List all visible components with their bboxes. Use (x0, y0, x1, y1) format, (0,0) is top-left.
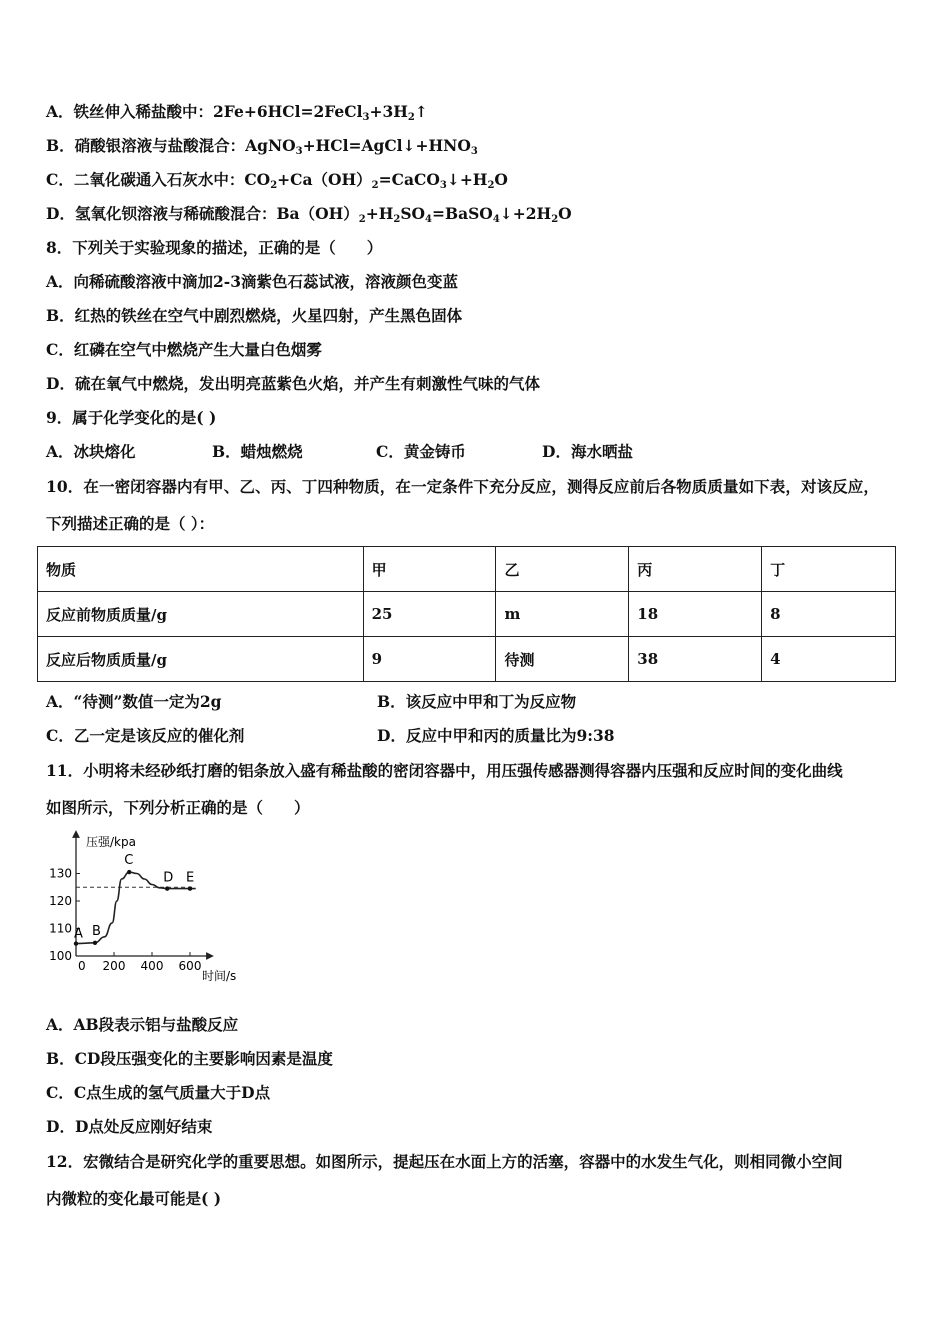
data-point-d (165, 886, 169, 890)
q12-stem-line1: 12．宏微结合是研究化学的重要思想。如图所示，提起压在水面上方的活塞，容器中的水发生气化，则相同微小空间 (46, 1152, 843, 1171)
q9-stem: 9．属于化学变化的是( ) (46, 408, 217, 427)
mass-table (37, 546, 896, 682)
data-point-b (93, 941, 97, 945)
q11-option-b: B．CD段压强变化的主要影响因素是温度 (46, 1049, 333, 1068)
q11-option-c: C．C点生成的氢气质量大于D点 (46, 1083, 271, 1102)
data-point-c (127, 870, 131, 874)
point-label-a: A (74, 926, 83, 942)
table-cell: 待测 (496, 637, 629, 682)
q7-option-a: A．铁丝伸入稀盐酸中：$2Fe+6HCl=2FeCl_3+3H_2↑$ (46, 102, 428, 123)
table-cell: 18 (629, 592, 762, 637)
q9-option-b: B．蜡烛燃烧 (212, 442, 303, 461)
q7-option-c: C．二氧化碳通入石灰水中：$CO_2+Ca(OH)_2=CaCO_3↓+H_2O$ (46, 170, 508, 191)
q11-stem-line1: 11．小明将未经砂纸打磨的铝条放入盛有稀盐酸的密闭容器中，用压强传感器测得容器内压强和反应时间的变化曲线 (46, 761, 843, 780)
x-tick-label: 0 (78, 959, 86, 973)
x-axis-label: 时间/s (202, 969, 237, 983)
x-tick-label: 400 (140, 959, 164, 973)
q11-stem-line2: 如图所示，下列分析正确的是（ ） (46, 798, 310, 817)
table-header-cell: 物质 (38, 547, 364, 592)
table-cell: 38 (629, 637, 762, 682)
q7-option-b: B．硝酸银溶液与盐酸混合：$AgNO_3+HCl=AgCl↓+HNO_3$ (46, 136, 478, 157)
point-label-c: C (124, 853, 134, 869)
q11-option-d: D．D点处反应刚好结束 (46, 1117, 213, 1136)
point-label-b: B (92, 923, 101, 939)
table-row (38, 592, 896, 637)
q10-option-a: A．“待测”数值一定为2g (46, 692, 222, 711)
table-header-row (38, 547, 896, 592)
table-cell: 反应后物质质量/g (38, 637, 364, 682)
y-tick-label: 110 (49, 921, 72, 936)
table-cell: 9 (363, 637, 496, 682)
y-tick-label: 120 (49, 894, 72, 908)
q11-option-a: A．AB段表示铝与盐酸反应 (46, 1015, 239, 1034)
table-cell: m (496, 592, 629, 637)
data-point-e (188, 886, 192, 890)
pressure-time-chart (40, 828, 270, 988)
table-cell: 25 (363, 592, 496, 637)
q10-option-d: D．反应中甲和丙的质量比为9:38 (377, 726, 615, 745)
y-tick-label: 100 (49, 949, 72, 963)
q8-stem: 8．下列关于实验现象的描述，正确的是（ ） (46, 238, 383, 257)
q10-option-c: C．乙一定是该反应的催化剂 (46, 726, 245, 745)
table-row (38, 637, 896, 682)
q8-option-a: A．向稀硫酸溶液中滴加2-3滴紫色石蕊试液，溶液颜色变蓝 (46, 272, 459, 291)
x-tick-label: 600 (178, 959, 202, 973)
data-point-a (74, 941, 78, 945)
x-tick-label: 200 (102, 959, 126, 973)
table-header-cell: 丁 (762, 547, 896, 592)
q12-stem-line2: 内微粒的变化最可能是( ) (46, 1189, 222, 1208)
table-cell: 4 (762, 637, 896, 682)
table-cell: 8 (762, 592, 896, 637)
q9-option-a: A．冰块熔化 (46, 442, 136, 461)
q8-option-c: C．红磷在空气中燃烧产生大量白色烟雾 (46, 340, 322, 359)
point-label-d: D (163, 870, 174, 886)
table-header-cell: 丙 (629, 547, 762, 592)
table-header-cell: 甲 (363, 547, 496, 592)
q9-option-d: D．海水晒盐 (542, 442, 633, 461)
point-label-e: E (186, 870, 195, 886)
q10-stem-line2: 下列描述正确的是（ ）： (46, 514, 215, 533)
table-cell: 反应前物质质量/g (38, 592, 364, 637)
q8-option-b: B．红热的铁丝在空气中剧烈燃烧，火星四射，产生黑色固体 (46, 306, 463, 325)
q9-option-c: C．黄金铸币 (376, 442, 466, 461)
q7-option-d: D．氢氧化钡溶液与稀硫酸混合：$Ba(OH)_2+H_2SO_4=BaSO_4↓+2H_2O$ (46, 204, 572, 225)
y-tick-label: 130 (49, 866, 72, 881)
q10-stem-line1: 10．在一密闭容器内有甲、乙、丙、丁四种物质，在一定条件下充分反应，测得反应前后各物质质量如下表，对该反应， (46, 477, 879, 496)
q10-option-b: B．该反应中甲和丁为反应物 (377, 692, 577, 711)
q8-option-d: D．硫在氧气中燃烧，发出明亮蓝紫色火焰，并产生有刺激性气味的气体 (46, 374, 540, 393)
table-header-cell: 乙 (496, 547, 629, 592)
y-axis-label: 压强/kpa (86, 835, 136, 849)
